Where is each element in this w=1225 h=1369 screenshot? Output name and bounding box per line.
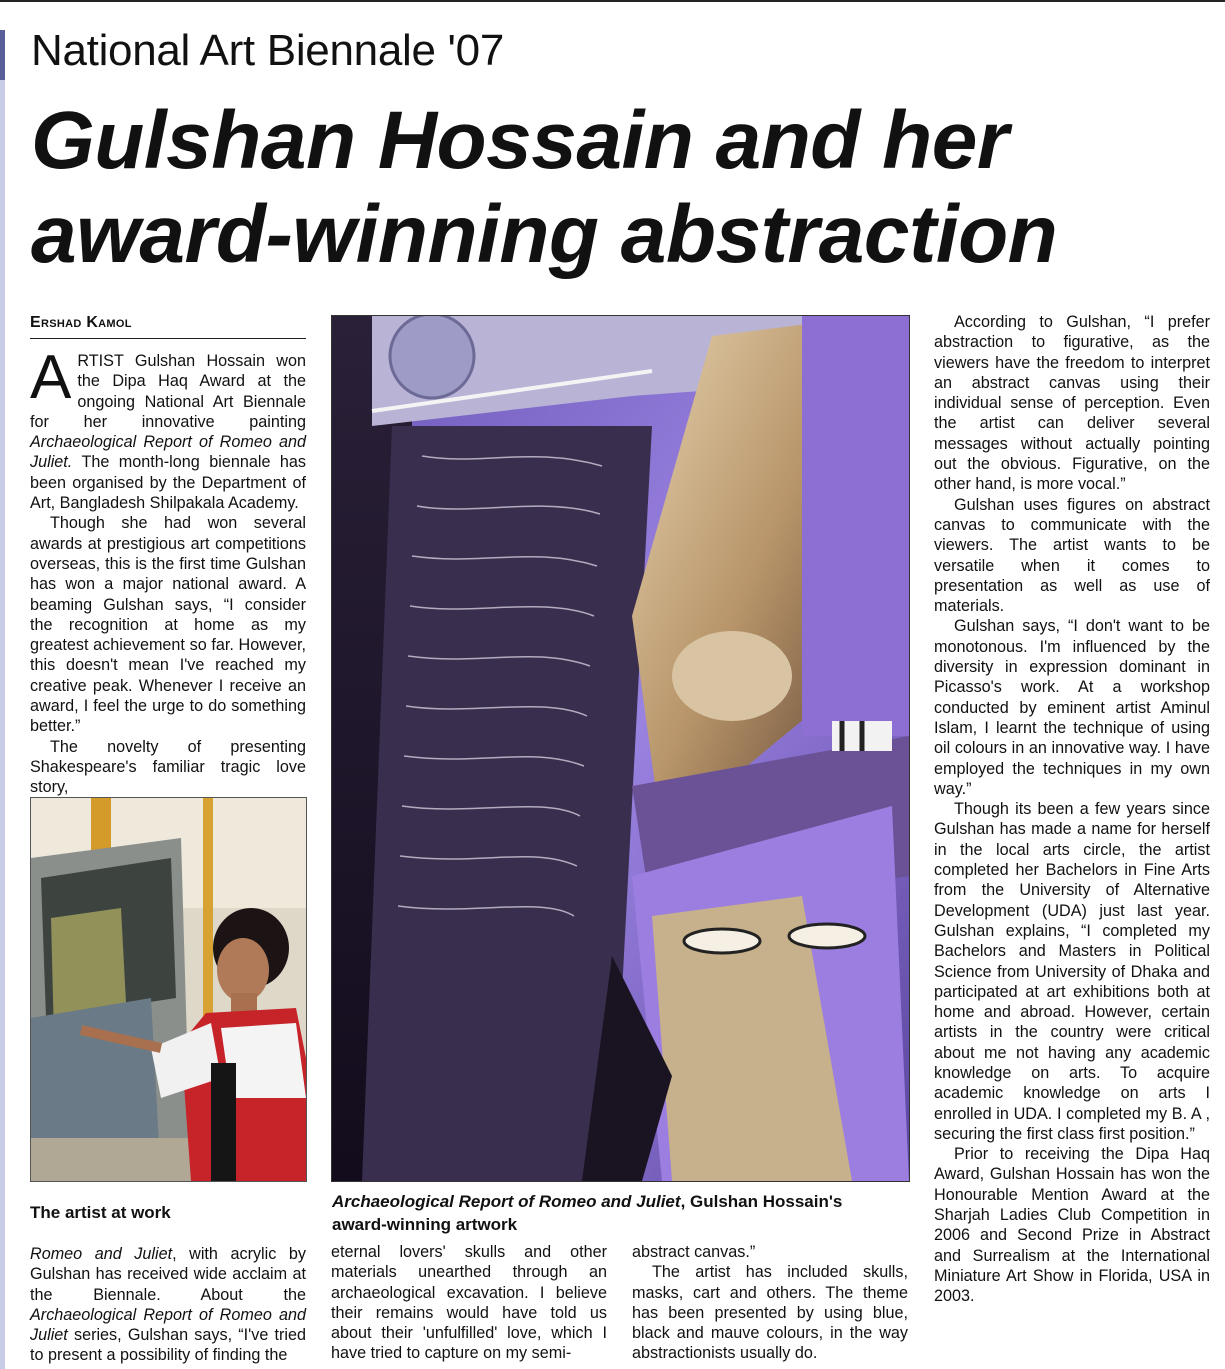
paragraph: abstract canvas.” xyxy=(632,1243,756,1261)
painting-image xyxy=(331,315,910,1182)
column-1-bottom xyxy=(30,1244,306,1366)
artist-photo-illustration xyxy=(31,798,306,1181)
left-margin-bar xyxy=(0,30,5,1369)
paragraph: The artist has included skulls, masks, cart and others. The theme has been presented by using blue, black and mauve colours, in the way abstractionists usually do. xyxy=(632,1263,908,1363)
byline: Ershad Kamol xyxy=(30,314,306,339)
column-3-bottom xyxy=(632,1242,908,1364)
photo-caption: The artist at work xyxy=(30,1203,171,1222)
column-2-bottom xyxy=(331,1242,607,1364)
drop-cap: A xyxy=(30,343,72,412)
headline-line-1: Gulshan Hossain and her xyxy=(31,95,1009,186)
paragraph: Gulshan says, “I don't want to be monotonous. I'm influenced by the diversity in expression dominant in Picasso's work. At a workshop conducted by eminent artist Aminul Islam, I learnt the technique of using oil colours in an innovative way. I have employed the techniques in my own way.” xyxy=(934,617,1210,798)
paragraph: Prior to receiving the Dipa Haq Award, Gulshan Hossain has won the Honourable Mention Award at the Sharjah Ladies Club Competition in 2006 and Second Prize in Abstract and Surrealism at the International Miniature Art Show in Florida, USA in 2003. xyxy=(934,1145,1210,1306)
painting-title: Archaeological Report of Romeo and Juliet xyxy=(332,1192,681,1211)
paragraph: eternal lovers' skulls and other materials unearthed through an archaeological excavation. I believe their remains would have told us about their 'unfulfilled' love, which I have tried to capture on my semi- xyxy=(331,1243,607,1363)
section-title: National Art Biennale '07 xyxy=(31,26,504,75)
paragraph: Romeo and Juliet, with acrylic by Gulshan has received wide acclaim at the Biennale. About the Archaeological Report of Romeo and Juliet series, Gulshan says, “I've tried to present a possibility of finding the xyxy=(30,1245,306,1365)
paragraph: Though she had won several awards at prestigious art competitions overseas, this is the first time Gulshan has won a major national award. A beaming Gulshan says, “I consider the recognition at home as my greatest achievement so far. However, this doesn't mean I've reached my creative peak. Whenever I receive an award, I feel the urge to do something better.” xyxy=(30,514,306,736)
headline xyxy=(31,94,1221,282)
left-accent-bar xyxy=(0,30,5,80)
artist-photo xyxy=(30,797,307,1182)
top-rule xyxy=(0,0,1225,2)
paragraph: The novelty of presenting Shakespeare's familiar tragic love story, xyxy=(30,737,306,797)
column-4 xyxy=(934,312,1210,1307)
painting-illustration xyxy=(332,316,909,1181)
paragraph: ARTIST Gulshan Hossain won the Dipa Haq Award at the ongoing National Art Biennale for her innovative painting Archaeological Report of Romeo and Juliet. The month-long biennale has been organised by the Department of Art, Bangladesh Shilpakala Academy. xyxy=(30,343,306,513)
paragraph: Though its been a few years since Gulshan has made a name for herself in the local arts circle, the artist completed her Bachelors in Fine Arts from the University of Alternative Development (UDA) just last year. Gulshan explains, “I completed my Bachelors and Masters in Political Science from University of Dhaka and participated at art exhibitions both at home and abroad. However, certain artists in the country were critical about me not having any academic knowledge on arts. To acquire academic knowledge on arts I enrolled in UDA. I completed my B. A , securing the first class first position.” xyxy=(934,800,1210,1143)
painting-caption: Archaeological Report of Romeo and Juliet, Gulshan Hossain's award-winning artwork xyxy=(332,1192,843,1234)
paragraph: Gulshan uses figures on abstract canvas to communicate with the viewers. The artist wants to be versatile when it comes to presentation as well as use of materials. xyxy=(934,495,1210,616)
paragraph: According to Gulshan, “I prefer abstraction to figurative, as the viewers have the freedom to interpret an abstract canvas using their individual sense of perception. Even the artist can deliver several messages without actually pointing out the obvious. Figurative, on the other hand, is more vocal.” xyxy=(934,313,1210,494)
column-1 xyxy=(30,343,306,798)
headline-line-2: award-winning abstraction xyxy=(31,189,1058,280)
